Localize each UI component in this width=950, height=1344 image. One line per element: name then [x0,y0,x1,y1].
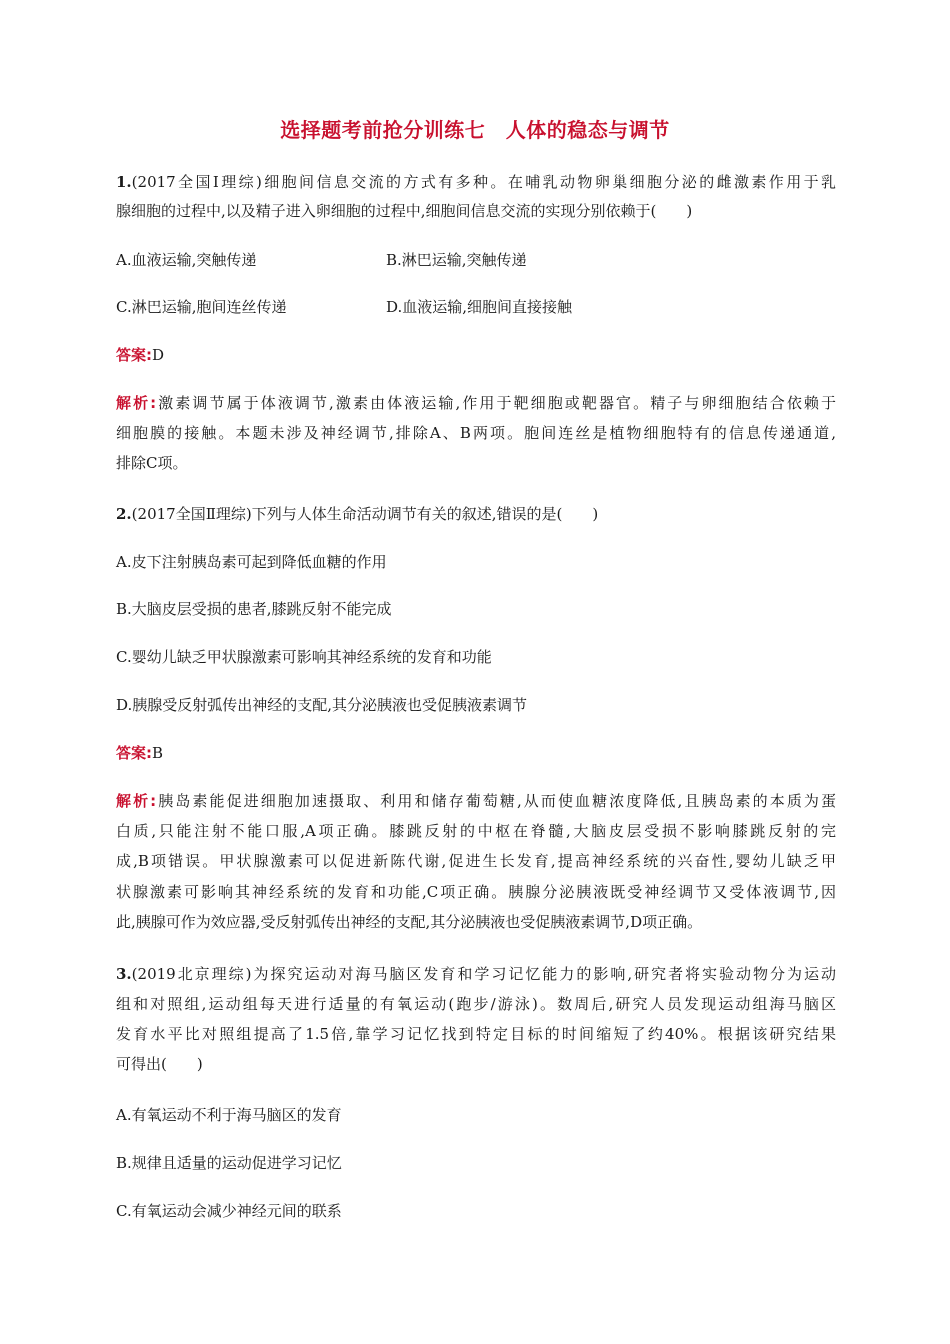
q3-option-a: A.有氧运动不利于海马脑区的发育 [116,1106,342,1124]
q2-option-c: C.婴幼儿缺乏甲状腺激素可影响其神经系统的发育和功能 [116,648,492,666]
q3-option-c: C.有氧运动会减少神经元间的联系 [116,1202,342,1220]
q1-option-c: C.淋巴运输,胞间连丝传递 [116,298,287,316]
q2-analysis-line-2: 白质,只能注射不能口服,A项正确。膝跳反射的中枢在脊髓,大脑皮层受损不影响膝跳反射的完 [116,822,836,840]
q3-stem-line-2: 组和对照组,运动组每天进行适量的有氧运动(跑步/游泳)。数周后,研究人员发现运动组海马脑区 [116,995,836,1013]
q1-number: 1. [116,173,132,191]
q1-answer-value: D [152,346,165,364]
q3-stem-text-1: (2019北京理综)为探究运动对海马脑区发育和学习记忆能力的影响,研究者将实验动物分为运动 [131,965,836,983]
q2-option-b: B.大脑皮层受损的患者,膝跳反射不能完成 [116,600,392,618]
q2-option-d: D.胰腺受反射弧传出神经的支配,其分泌胰液也受促胰液素调节 [116,696,528,714]
q2-number: 2. [116,505,132,523]
page-title: 选择题考前抢分训练七 人体的稳态与调节 [280,118,670,142]
q2-analysis-text-1: 胰岛素能促进细胞加速摄取、利用和储存葡萄糖,从而使血糖浓度降低,且胰岛素的本质为蛋 [156,792,837,810]
q3-number: 3. [116,965,132,983]
q2-answer-value: B [152,744,164,762]
q1-answer [116,343,836,367]
q2-analysis-line-3: 成,B项错误。甲状腺激素可以促进新陈代谢,促进生长发育,提高神经系统的兴奋性,婴幼儿缺乏甲 [116,852,836,870]
q2-analysis-line-4: 状腺激素可影响其神经系统的发育和功能,C项正确。胰腺分泌胰液既受神经调节又受体液调节,因 [116,883,836,901]
q2-analysis-line-1 [116,789,836,813]
q1-stem-line-1 [116,170,836,194]
q2-stem-text-1: (2017全国Ⅱ理综)下列与人体生命活动调节有关的叙述,错误的是( ) [131,505,599,523]
q1-analysis-line-1 [116,391,836,415]
q1-analysis-text-1: 激素调节属于体液调节,激素由体液运输,作用于靶细胞或靶器官。精子与卵细胞结合依赖于 [156,394,837,412]
q2-answer [116,741,836,765]
q3-option-b: B.规律且适量的运动促进学习记忆 [116,1154,342,1172]
q1-stem-line-2: 腺细胞的过程中,以及精子进入卵细胞的过程中,细胞间信息交流的实现分别依赖于( ) [116,202,693,220]
q3-stem-line-1 [116,962,836,986]
q1-stem-text-1: (2017全国Ⅰ理综)细胞间信息交流的方式有多种。在哺乳动物卵巢细胞分泌的雌激素作用于乳 [131,173,836,191]
q1-answer-label: 答案: [116,346,152,364]
q2-analysis-line-5: 此,胰腺可作为效应器,受反射弧传出神经的支配,其分泌胰液也受促胰液素调节,D项正确。 [116,913,703,931]
q2-stem-line-1 [116,502,836,526]
q3-stem-line-4: 可得出( ) [116,1055,203,1073]
q3-stem-line-3: 发育水平比对照组提高了1.5倍,靠学习记忆找到特定目标的时间缩短了约40%。根据该研究结果 [116,1025,836,1043]
q1-option-b: B.淋巴运输,突触传递 [386,251,527,269]
q2-option-a: A.皮下注射胰岛素可起到降低血糖的作用 [116,553,387,571]
q1-analysis-line-3: 排除C项。 [116,454,188,472]
q1-option-d: D.血液运输,细胞间直接接触 [386,298,573,316]
q1-analysis-label: 解析: [116,394,157,412]
q2-answer-label: 答案: [116,744,152,762]
q2-analysis-label: 解析: [116,792,157,810]
q1-analysis-line-2: 细胞膜的接触。本题未涉及神经调节,排除A、B两项。胞间连丝是植物细胞特有的信息传递通道, [116,424,836,442]
q1-option-a: A.血液运输,突触传递 [116,251,257,269]
